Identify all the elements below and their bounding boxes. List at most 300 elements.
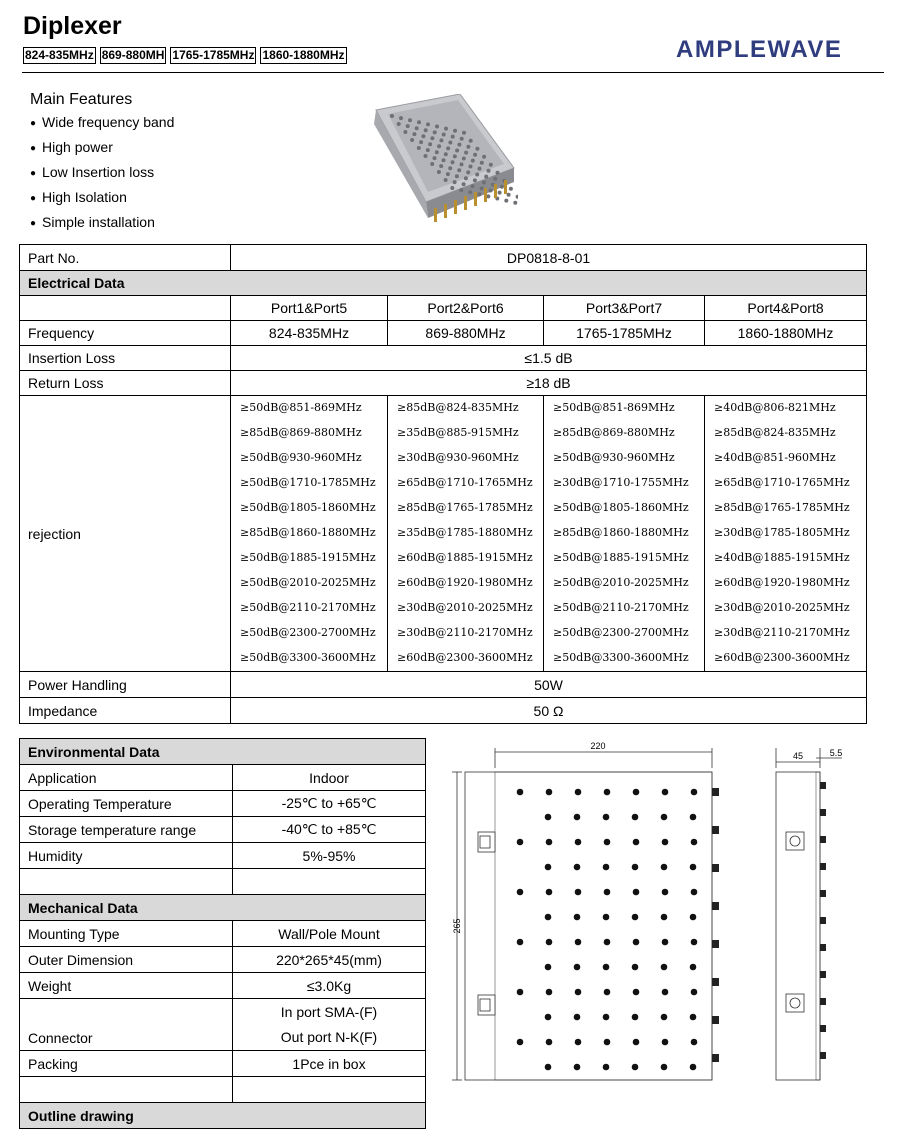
env-label: Operating Temperature xyxy=(20,791,233,817)
rejection-value: ≥30dB@1710-1755MHz xyxy=(553,476,689,489)
tuning-screw-icon xyxy=(433,130,437,134)
tuning-screw-icon xyxy=(632,814,639,821)
tuning-screw-icon xyxy=(575,889,582,896)
rejection-value: ≥85dB@824-835MHz xyxy=(397,401,519,414)
band-tag: 824-835MHz xyxy=(25,48,94,62)
sma-connector-icon xyxy=(820,998,826,1005)
mechanical-section-title: Mechanical Data xyxy=(20,895,426,921)
tuning-screw-icon xyxy=(457,143,461,147)
tuning-screw-icon xyxy=(475,147,479,151)
tuning-screw-icon xyxy=(450,186,454,190)
impedance-label: Impedance xyxy=(20,698,231,724)
sma-connector-icon xyxy=(820,1052,826,1059)
rejection-label: rejection xyxy=(20,396,231,672)
rejection-value: ≥50dB@1710-1785MHz xyxy=(240,476,376,489)
rejection-column xyxy=(705,396,867,672)
tuning-screw-icon xyxy=(430,162,434,166)
return-loss-row xyxy=(20,371,867,396)
insertion-loss-label: Insertion Loss xyxy=(20,346,231,371)
tuning-screw-icon xyxy=(439,164,443,168)
tuning-screw-icon xyxy=(390,114,394,118)
band-list xyxy=(23,47,347,64)
tuning-screw-icon xyxy=(604,789,611,796)
power-value: 50W xyxy=(231,672,867,698)
tuning-screw-icon xyxy=(575,1039,582,1046)
tuning-screw-icon xyxy=(691,939,698,946)
empty-cell xyxy=(233,869,426,895)
tuning-screw-icon xyxy=(498,191,502,195)
empty-cell xyxy=(20,869,233,895)
tuning-screw-icon xyxy=(493,177,497,181)
tuning-screw-icon xyxy=(412,132,416,136)
n-connector xyxy=(478,832,495,852)
mech-value: 220*265*45(mm) xyxy=(233,947,426,973)
tuning-screw-icon xyxy=(661,1064,668,1071)
rejection-value: ≥50dB@3300-3600MHz xyxy=(553,651,689,664)
tuning-screw-icon xyxy=(546,839,553,846)
frequency-value: 1860-1880MHz xyxy=(705,321,867,346)
rejection-value: ≥60dB@1885-1915MHz xyxy=(397,551,533,564)
rejection-value: ≥35dB@885-915MHz xyxy=(397,426,519,439)
env-label: Storage temperature range xyxy=(20,817,233,843)
rejection-value: ≥30dB@1785-1805MHz xyxy=(714,526,850,539)
tuning-screw-icon xyxy=(662,839,669,846)
tuning-screw-icon xyxy=(453,129,457,133)
frequency-value: 1765-1785MHz xyxy=(544,321,705,346)
return-loss-value: ≥18 dB xyxy=(231,371,867,396)
power-label: Power Handling xyxy=(20,672,231,698)
tuning-screw-icon xyxy=(446,146,450,150)
rejection-value: ≥50dB@851-869MHz xyxy=(553,401,675,414)
rejection-value: ≥30dB@2010-2025MHz xyxy=(397,601,533,614)
product-photo xyxy=(368,94,518,234)
connector-pin-icon xyxy=(454,200,457,214)
tuning-screw-icon xyxy=(480,161,484,165)
tuning-screw-icon xyxy=(473,153,477,157)
tuning-screw-icon xyxy=(662,989,669,996)
tuning-screw-icon xyxy=(428,142,432,146)
sma-connector-icon xyxy=(820,809,826,816)
tuning-screw-icon xyxy=(691,789,698,796)
tuning-screw-icon xyxy=(403,130,407,134)
tuning-screw-icon xyxy=(504,199,508,203)
tuning-screw-icon xyxy=(604,889,611,896)
sma-connector-icon xyxy=(820,863,826,870)
impedance-value: 50 Ω xyxy=(231,698,867,724)
tuning-screw-icon xyxy=(437,170,441,174)
connector-out: Out port N-K(F) xyxy=(280,1028,378,1045)
tuning-screw-icon xyxy=(661,864,668,871)
feature-item: ● Simple installation xyxy=(30,213,174,238)
rejection-value: ≥50dB@1805-1860MHz xyxy=(240,501,376,514)
tuning-screw-icon xyxy=(691,1039,698,1046)
tuning-screw-icon xyxy=(690,1014,697,1021)
tuning-screw-icon xyxy=(575,839,582,846)
sma-connector-icon xyxy=(820,944,826,951)
tuning-screw-icon xyxy=(444,127,448,131)
rejection-value: ≥85dB@1765-1785MHz xyxy=(714,501,850,514)
flange-dimension: 5.5 xyxy=(829,748,843,758)
rejection-column xyxy=(231,396,388,672)
tuning-screw-icon xyxy=(691,989,698,996)
tuning-screw-icon xyxy=(473,178,477,182)
width-dimension: 220 xyxy=(590,741,606,751)
frequency-value: 869-880MHz xyxy=(388,321,544,346)
tuning-screw-icon xyxy=(604,1039,611,1046)
tuning-screw-icon xyxy=(451,135,455,139)
rejection-value: ≥65dB@1710-1765MHz xyxy=(397,476,533,489)
tuning-screw-icon xyxy=(633,789,640,796)
rejection-value: ≥40dB@806-821MHz xyxy=(714,401,836,414)
tuning-screw-icon xyxy=(455,174,459,178)
tuning-screw-icon xyxy=(426,122,430,126)
tuning-screw-icon xyxy=(507,193,511,197)
tuning-screw-icon xyxy=(484,175,488,179)
connector-pin-icon xyxy=(504,180,507,194)
connector-label: Connector xyxy=(20,999,233,1051)
feature-item: ● High power xyxy=(30,138,174,163)
tuning-screw-icon xyxy=(489,163,493,167)
rejection-value: ≥85dB@824-835MHz xyxy=(714,426,836,439)
tuning-screw-icon xyxy=(517,839,524,846)
environmental-section-title: Environmental Data xyxy=(20,739,426,765)
rejection-value: ≥50dB@1885-1915MHz xyxy=(240,551,376,564)
tuning-screw-icon xyxy=(435,125,439,129)
tuning-screw-icon xyxy=(545,864,552,871)
electrical-section-row xyxy=(20,271,867,296)
side-connector xyxy=(786,994,804,1012)
rejection-value: ≥40dB@1885-1915MHz xyxy=(714,551,850,564)
empty-cell xyxy=(233,1077,426,1103)
frequency-label: Frequency xyxy=(20,321,231,346)
tuning-screw-icon xyxy=(545,914,552,921)
connector-pin-icon xyxy=(444,204,447,218)
tuning-screw-icon xyxy=(477,192,481,196)
rejection-value: ≥50dB@1805-1860MHz xyxy=(553,501,689,514)
outline-drawing xyxy=(450,740,850,1125)
tuning-screw-icon xyxy=(546,1039,553,1046)
tuning-screw-icon xyxy=(604,989,611,996)
tuning-screw-icon xyxy=(574,964,581,971)
rejection-value: ≥50dB@3300-3600MHz xyxy=(240,651,376,664)
insertion-loss-value: ≤1.5 dB xyxy=(231,346,867,371)
tuning-screw-icon xyxy=(444,152,448,156)
tuning-screw-icon xyxy=(439,138,443,142)
sma-connector-icon xyxy=(820,1025,826,1032)
band-tag: 1860-1880MHz xyxy=(262,48,345,62)
tuning-screw-icon xyxy=(546,889,553,896)
tuning-screw-icon xyxy=(545,814,552,821)
tuning-screw-icon xyxy=(444,178,448,182)
tuning-screw-icon xyxy=(603,1014,610,1021)
rejection-value: ≥30dB@2110-2170MHz xyxy=(397,626,533,639)
tuning-screw-icon xyxy=(633,989,640,996)
tuning-screw-icon xyxy=(482,155,486,159)
tuning-screw-icon xyxy=(399,116,403,120)
band-tag: 869-880MH xyxy=(101,48,165,62)
tuning-screw-icon xyxy=(603,814,610,821)
height-dimension: 265 xyxy=(452,918,462,934)
mech-label: Weight xyxy=(20,973,233,999)
rejection-value: ≥30dB@2010-2025MHz xyxy=(714,601,850,614)
tuning-screw-icon xyxy=(517,889,524,896)
rejection-value: ≥85dB@869-880MHz xyxy=(553,426,675,439)
sma-connector-icon xyxy=(712,978,719,986)
return-loss-label: Return Loss xyxy=(20,371,231,396)
page-title: Diplexer xyxy=(23,12,122,40)
rejection-column xyxy=(544,396,705,672)
rejection-value: ≥65dB@1710-1765MHz xyxy=(714,476,850,489)
tuning-screw-icon xyxy=(430,136,434,140)
tuning-screw-icon xyxy=(691,889,698,896)
ports-label xyxy=(20,296,231,321)
rejection-value: ≥50dB@2010-2025MHz xyxy=(553,576,689,589)
tuning-screw-icon xyxy=(546,789,553,796)
tuning-screw-icon xyxy=(546,939,553,946)
tuning-screw-icon xyxy=(662,789,669,796)
empty-cell xyxy=(20,1077,233,1103)
tuning-screw-icon xyxy=(574,914,581,921)
tuning-screw-icon xyxy=(632,864,639,871)
tuning-screw-icon xyxy=(471,184,475,188)
feature-item: ● Low Insertion loss xyxy=(30,163,174,188)
env-value: Indoor xyxy=(233,765,426,791)
features-title: Main Features xyxy=(30,91,133,108)
sma-connector-icon xyxy=(712,1016,719,1024)
packing-label: Packing xyxy=(20,1051,233,1077)
tuning-screw-icon xyxy=(442,133,446,137)
tuning-screw-icon xyxy=(690,964,697,971)
connector-pin-icon xyxy=(464,196,467,210)
sma-connector-icon xyxy=(820,917,826,924)
tuning-screw-icon xyxy=(466,145,470,149)
tuning-screw-icon xyxy=(482,181,486,185)
tuning-screw-icon xyxy=(661,1014,668,1021)
tuning-screw-icon xyxy=(632,1064,639,1071)
spec-table xyxy=(19,244,867,724)
tuning-screw-icon xyxy=(604,939,611,946)
band-tag: 1765-1785MHz xyxy=(172,48,255,62)
rejection-column xyxy=(388,396,544,672)
rejection-value: ≥60dB@2300-3600MHz xyxy=(714,651,850,664)
tuning-screw-icon xyxy=(633,939,640,946)
outline-section-title: Outline drawing xyxy=(20,1103,426,1129)
tuning-screw-icon xyxy=(691,839,698,846)
tuning-screw-icon xyxy=(661,814,668,821)
tuning-screw-icon xyxy=(574,814,581,821)
rejection-value: ≥60dB@2300-3600MHz xyxy=(397,651,533,664)
connector-in: In port SMA-(F) xyxy=(280,1003,378,1020)
sma-connector-icon xyxy=(712,1054,719,1062)
tuning-screw-icon xyxy=(633,889,640,896)
tuning-screw-icon xyxy=(662,889,669,896)
tuning-screw-icon xyxy=(517,1039,524,1046)
tuning-screw-icon xyxy=(415,126,419,130)
tuning-screw-icon xyxy=(469,165,473,169)
tuning-screw-icon xyxy=(397,122,401,126)
tuning-screw-icon xyxy=(574,864,581,871)
header-divider xyxy=(22,72,884,73)
sma-connector-icon xyxy=(820,971,826,978)
electrical-section-title: Electrical Data xyxy=(20,271,867,296)
rejection-value: ≥85dB@1860-1880MHz xyxy=(553,526,689,539)
tuning-screw-icon xyxy=(421,134,425,138)
ports-row xyxy=(20,296,867,321)
front-view-outline xyxy=(465,772,712,1080)
tuning-screw-icon xyxy=(575,789,582,796)
tuning-screw-icon xyxy=(574,1064,581,1071)
sma-connector-icon xyxy=(712,788,719,796)
sma-connector-icon xyxy=(820,836,826,843)
tuning-screw-icon xyxy=(604,839,611,846)
environmental-table xyxy=(19,738,426,1129)
tuning-screw-icon xyxy=(468,190,472,194)
tuning-screw-icon xyxy=(426,148,430,152)
rejection-value: ≥50dB@2110-2170MHz xyxy=(240,601,376,614)
tuning-screw-icon xyxy=(516,195,518,199)
env-value: 5%-95% xyxy=(233,843,426,869)
tuning-screw-icon xyxy=(517,939,524,946)
part-no-row xyxy=(20,245,867,271)
insertion-loss-row xyxy=(20,346,867,371)
sma-connector-icon xyxy=(712,940,719,948)
tuning-screw-icon xyxy=(690,864,697,871)
feature-item: ● High Isolation xyxy=(30,188,174,213)
tuning-screw-icon xyxy=(446,172,450,176)
tuning-screw-icon xyxy=(448,141,452,145)
sma-connector-icon xyxy=(820,890,826,897)
impedance-row xyxy=(20,698,867,724)
depth-dimension: 45 xyxy=(792,751,804,761)
tuning-screw-icon xyxy=(455,149,459,153)
rejection-value: ≥40dB@851-960MHz xyxy=(714,451,836,464)
part-no-value: DP0818-8-01 xyxy=(231,245,867,271)
rejection-value: ≥50dB@2010-2025MHz xyxy=(240,576,376,589)
tuning-screw-icon xyxy=(662,939,669,946)
mech-label: Outer Dimension xyxy=(20,947,233,973)
env-label: Application xyxy=(20,765,233,791)
tuning-screw-icon xyxy=(690,1064,697,1071)
tuning-screw-icon xyxy=(496,171,500,175)
tuning-screw-icon xyxy=(632,964,639,971)
tuning-screw-icon xyxy=(459,188,463,192)
sma-connector-icon xyxy=(712,826,719,834)
port-header: Port3&Port7 xyxy=(544,296,705,321)
sma-connector-icon xyxy=(820,782,826,789)
tuning-screw-icon xyxy=(632,1014,639,1021)
tuning-screw-icon xyxy=(424,128,428,132)
tuning-screw-icon xyxy=(545,1064,552,1071)
tuning-screw-icon xyxy=(410,138,414,142)
tuning-screw-icon xyxy=(464,151,468,155)
tuning-screw-icon xyxy=(462,131,466,135)
tuning-screw-icon xyxy=(633,839,640,846)
side-connector xyxy=(786,832,804,850)
part-no-label: Part No. xyxy=(20,245,231,271)
connector-pin-icon xyxy=(484,188,487,202)
power-row xyxy=(20,672,867,698)
tuning-screw-icon xyxy=(448,166,452,170)
mech-label: Mounting Type xyxy=(20,921,233,947)
frequency-row xyxy=(20,321,867,346)
env-label: Humidity xyxy=(20,843,233,869)
tuning-screw-icon xyxy=(513,201,517,205)
rejection-value: ≥85dB@1860-1880MHz xyxy=(240,526,376,539)
tuning-screw-icon xyxy=(424,154,428,158)
rejection-value: ≥50dB@2110-2170MHz xyxy=(553,601,689,614)
tuning-screw-icon xyxy=(475,173,479,177)
rejection-value: ≥50dB@2300-2700MHz xyxy=(240,626,376,639)
port-header: Port1&Port5 xyxy=(231,296,388,321)
rejection-value: ≥50dB@1885-1915MHz xyxy=(553,551,689,564)
tuning-screw-icon xyxy=(662,1039,669,1046)
tuning-screw-icon xyxy=(466,170,470,174)
mech-value: ≤3.0Kg xyxy=(233,973,426,999)
rejection-value: ≥60dB@1920-1980MHz xyxy=(397,576,533,589)
tuning-screw-icon xyxy=(545,964,552,971)
tuning-screw-icon xyxy=(545,1014,552,1021)
tuning-screw-icon xyxy=(417,120,421,124)
connector-pin-icon xyxy=(434,208,437,222)
tuning-screw-icon xyxy=(632,914,639,921)
tuning-screw-icon xyxy=(575,989,582,996)
tuning-screw-icon xyxy=(517,789,524,796)
rejection-value: ≥85dB@869-880MHz xyxy=(240,426,362,439)
tuning-screw-icon xyxy=(464,176,468,180)
tuning-screw-icon xyxy=(603,1064,610,1071)
rejection-value: ≥50dB@930-960MHz xyxy=(553,451,675,464)
tuning-screw-icon xyxy=(469,139,473,143)
tuning-screw-icon xyxy=(661,914,668,921)
tuning-screw-icon xyxy=(406,124,410,128)
tuning-screw-icon xyxy=(433,156,437,160)
tuning-screw-icon xyxy=(603,964,610,971)
mech-value: Wall/Pole Mount xyxy=(233,921,426,947)
connector-value xyxy=(233,999,426,1051)
sma-connector-icon xyxy=(712,902,719,910)
tuning-screw-icon xyxy=(690,814,697,821)
tuning-screw-icon xyxy=(460,137,464,141)
tuning-screw-icon xyxy=(451,160,455,164)
connector-pin-icon xyxy=(474,192,477,206)
tuning-screw-icon xyxy=(517,989,524,996)
rejection-row xyxy=(20,396,867,672)
tuning-screw-icon xyxy=(489,189,493,193)
tuning-screw-icon xyxy=(442,158,446,162)
tuning-screw-icon xyxy=(478,167,482,171)
tuning-screw-icon xyxy=(419,140,423,144)
tuning-screw-icon xyxy=(457,168,461,172)
rejection-value: ≥60dB@1920-1980MHz xyxy=(714,576,850,589)
tuning-screw-icon xyxy=(500,185,504,189)
tuning-screw-icon xyxy=(603,914,610,921)
tuning-screw-icon xyxy=(437,144,441,148)
tuning-screw-icon xyxy=(480,186,484,190)
tuning-screw-icon xyxy=(690,914,697,921)
tuning-screw-icon xyxy=(575,939,582,946)
brand-logo: AMPLEWAVE xyxy=(676,36,843,63)
port-header: Port4&Port8 xyxy=(705,296,867,321)
n-connector xyxy=(478,995,495,1015)
rejection-value: ≥50dB@2300-2700MHz xyxy=(553,626,689,639)
rejection-value: ≥30dB@2110-2170MHz xyxy=(714,626,850,639)
features-list xyxy=(30,113,174,238)
tuning-screw-icon xyxy=(574,1014,581,1021)
tuning-screw-icon xyxy=(460,162,464,166)
rejection-value: ≥85dB@1765-1785MHz xyxy=(397,501,533,514)
tuning-screw-icon xyxy=(661,964,668,971)
tuning-screw-icon xyxy=(546,989,553,996)
